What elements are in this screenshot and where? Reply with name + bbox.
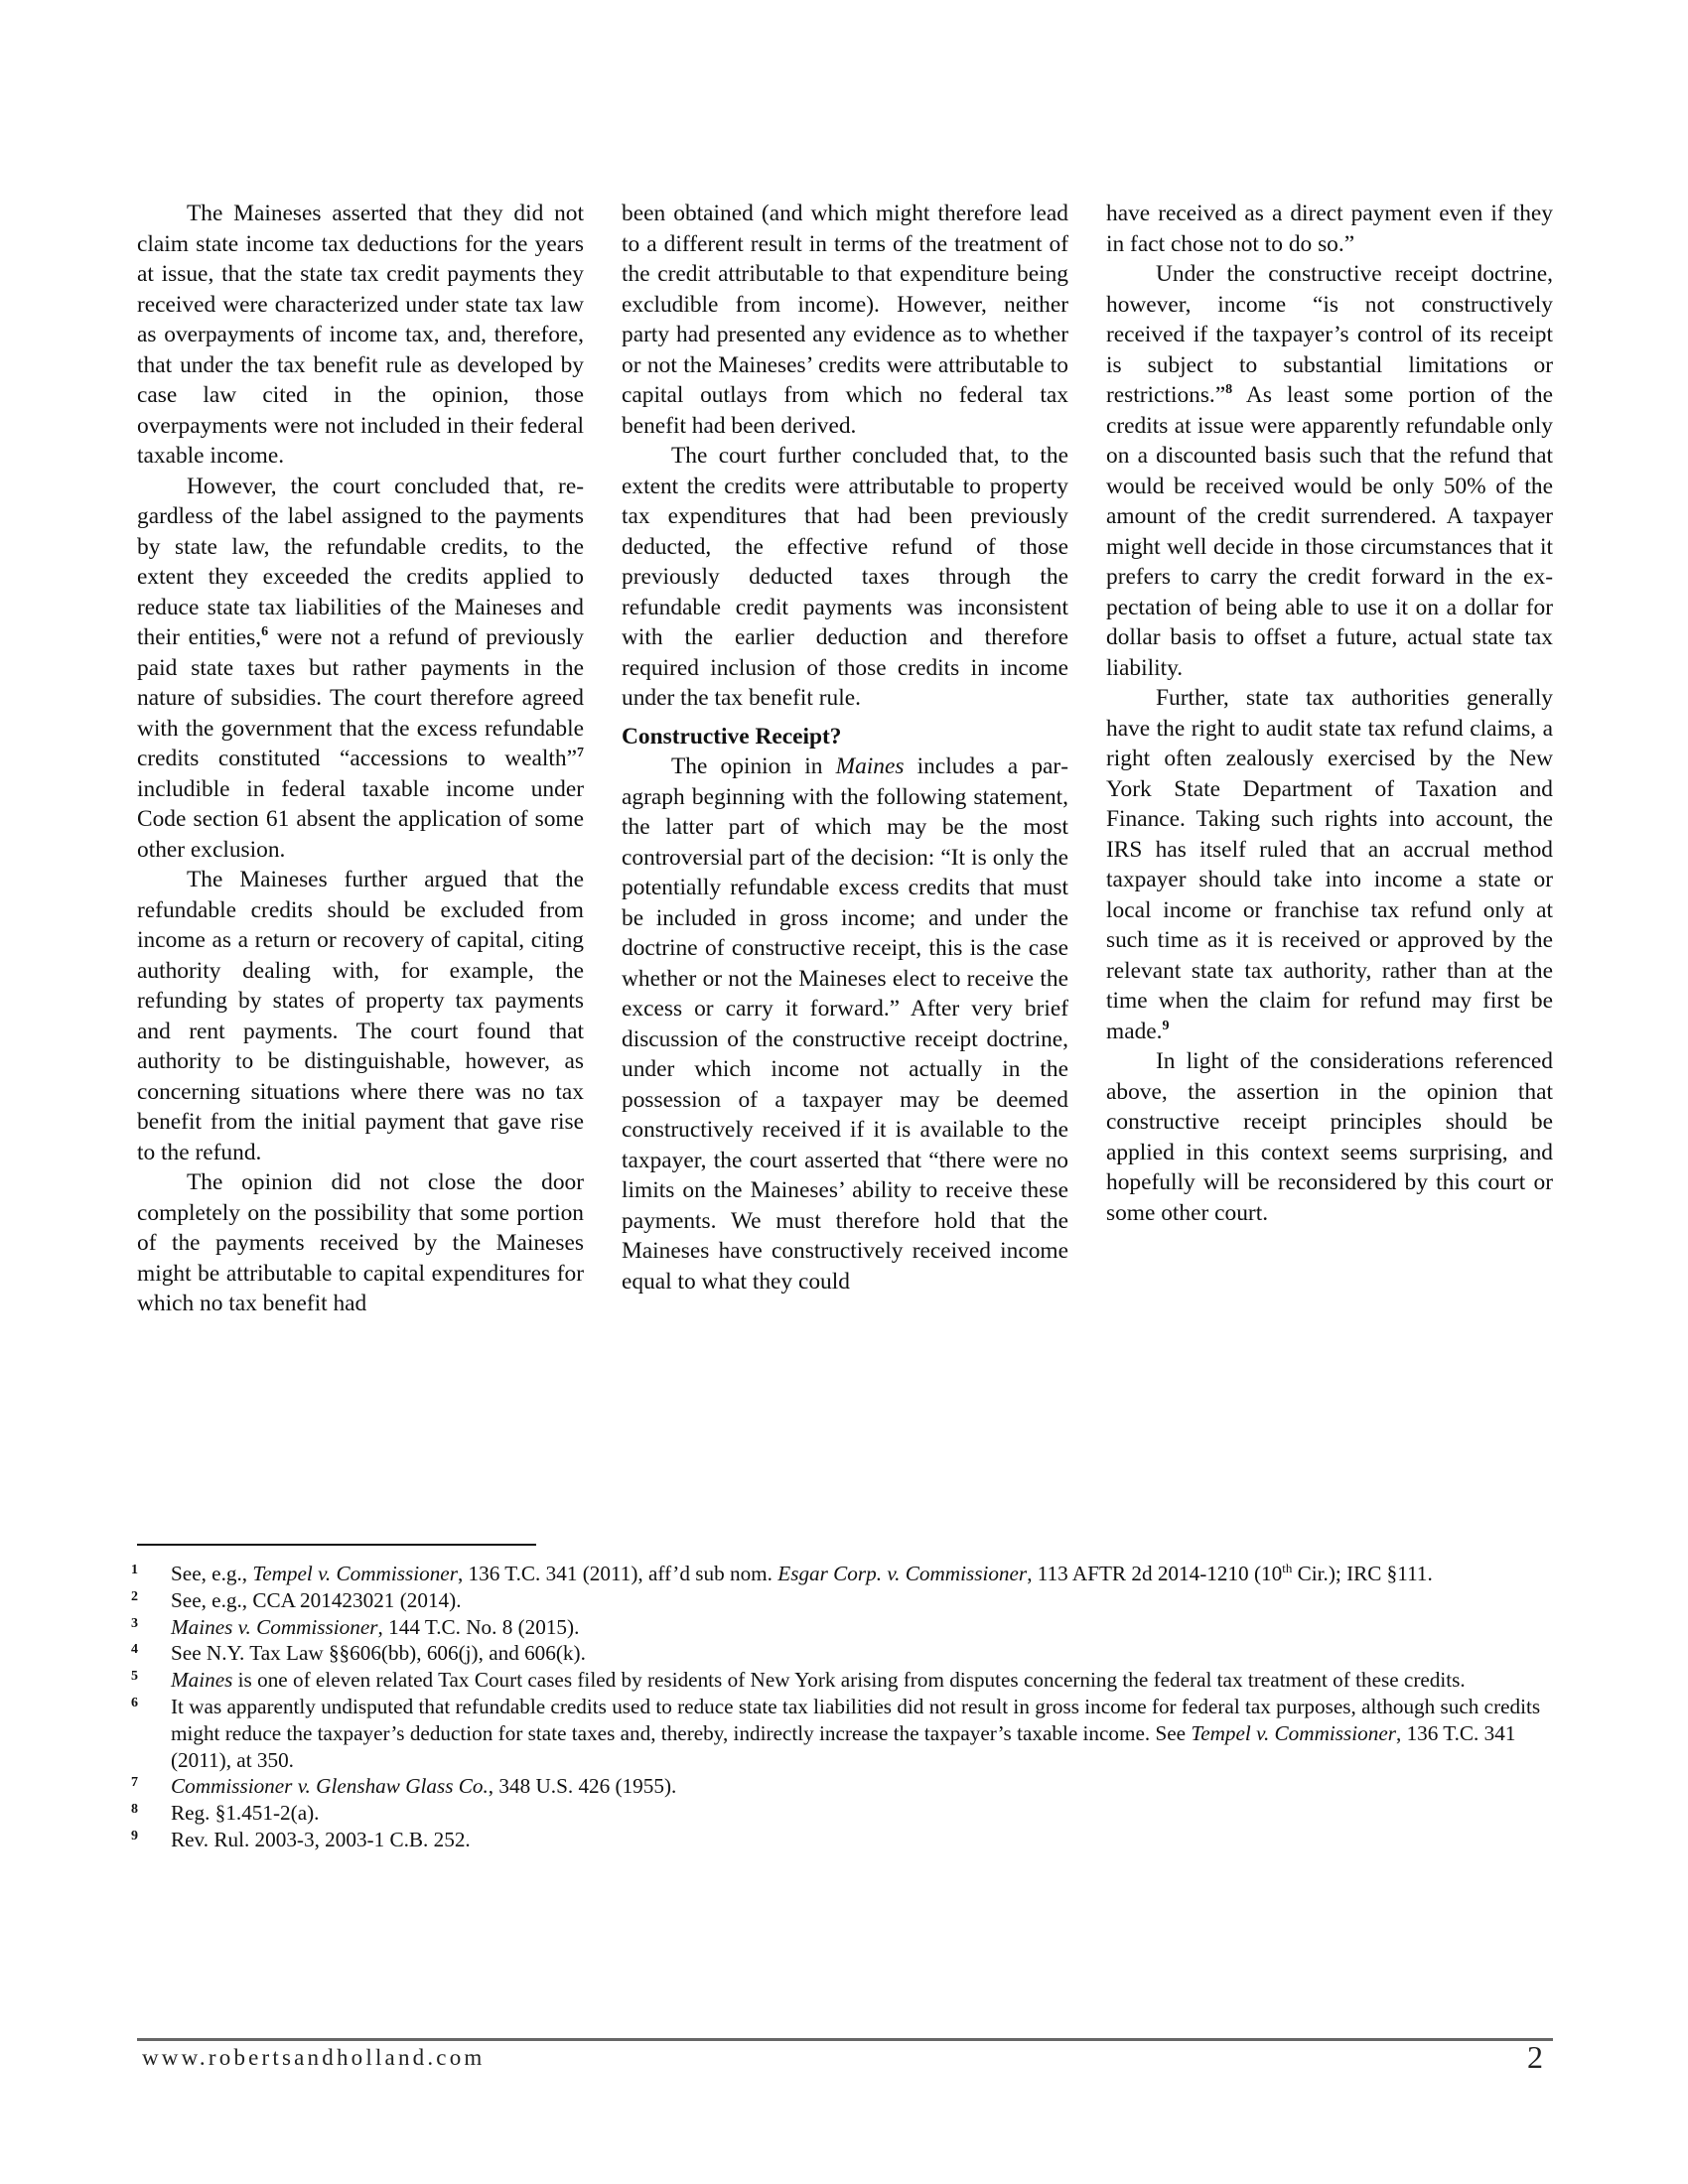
footnote-3 (131, 1614, 1557, 1641)
case-name: Tempel v. Commissioner (252, 1562, 458, 1585)
text: , 144 T.C. No. 8 (2015). (377, 1614, 580, 1639)
footnote-number: 8 (131, 1802, 138, 1818)
paragraph: In light of the considerations referenced above, the assertion in the opinion that constructive receipt principles should be applied in this context seems surprising, and hopefully will be reconsidered by this court or some other court. (1106, 1048, 1553, 1226)
page-number: 2 (1527, 2039, 1543, 2075)
footnote-text (171, 1614, 1557, 1641)
text: The opinion in (671, 753, 836, 779)
footnote-number: 3 (131, 1615, 138, 1631)
footnote-7 (131, 1773, 1557, 1800)
column-1 (137, 199, 584, 1319)
footer-website-link[interactable]: www.robertsandholland.com (142, 2045, 486, 2070)
footnote-number: 1 (131, 1563, 138, 1577)
paragraph (1106, 683, 1553, 1046)
paragraph: The Maineses further argued that the refundable credits should be excluded from income as a return or recovery of capital, citing authority dealing with, for example, the refunding by states of property tax payments and rent payments. The court found that authority to be distinguishable, however, as concerning situations where there was no tax benefit from the initial payment that gave rise to the refund. (137, 867, 584, 1165)
case-name: Tempel v. Commissioner (1191, 1720, 1396, 1745)
text: includes a paragraph beginning with the following statement, the latter part of which may be the most controversial part of the decision: “It is only the potentially refundable excess credits that must be included in gross income; and under the doctrine of constructive receipt, this is the case whether or not the Maineses elect to receive the excess or carry it forward.” After very brief discussion of the constructive receipt doctrine, under which income not actually in the possession of a taxpayer may be deemed constructively received if it is available to the taxpayer, the court asserted that “there were no limits on the Maineses’ ability to receive these payments. We must therefore hold that the Maineses have constructively received income equal to what they could (622, 753, 1068, 1295)
text: Further, state tax authorities generally have the right to audit state tax refund claims, a right often zealously exercised by the New York State Department of Taxation and Finance. Taking such rights into account, the IRS has itself ruled that an accrual method taxpayer should take into income a state or local income or franchise tax refund only at such time as it is received or approved by the relevant state tax authority, rather than at the time when the claim for refund may first be made. (1106, 685, 1553, 1044)
footnote-separator (137, 1544, 536, 1546)
paragraph: The court further concluded that, to the extent the credits were attributable to property tax expenditures that had been previously deducted, the effective refund of those previously deducted taxes through the refundable credit payments was inconsistent with the earlier deduction and therefore required inclusion of those credits in income under the tax benefit rule. (622, 443, 1068, 711)
case-name: Maines v. Commissioner (171, 1614, 378, 1639)
case-name: Commissioner v. Glenshaw Glass Co. (171, 1774, 489, 1799)
paragraph (137, 472, 584, 866)
column-3 (1106, 199, 1553, 1228)
text: , 348 U.S. 426 (1955). (488, 1774, 677, 1799)
footnote-8 (131, 1800, 1557, 1827)
text: Cir.); IRC §111. (1292, 1562, 1433, 1585)
footnote-ref-8[interactable]: 8 (1225, 382, 1233, 398)
footnote-1 (131, 1561, 1557, 1587)
text: were not a refund of previously paid state taxes but rather payments in the nature of subsidies. The court therefore agreed with the government that the excess refundable credits constituted “accessions to wealth” (137, 624, 584, 771)
paragraph (622, 751, 1068, 1297)
footnote-4 (131, 1640, 1557, 1667)
text: It was apparently undisputed that refundable credits used to reduce state tax liabilities did not result in gross income for federal tax purposes, although such credits might reduce the taxpayer’s deduction for state taxes and, thereby, indirectly increase the taxpayer’s taxable income. See (171, 1694, 1541, 1745)
section-heading: Constructive Receipt? (622, 723, 842, 750)
footnote-text (171, 1561, 1557, 1587)
paragraph: The Maineses asserted that they did not claim state income tax deductions for the years at issue, that the state tax credit payments they received were characterized under state tax law as overpayments of income tax, and, therefore, that under the tax benefit rule as developed by case law cited in the opinion, those overpayments were not included in their federal taxable income. (137, 201, 584, 469)
footnote-text (171, 1667, 1557, 1694)
ordinal-suffix: th (1282, 1560, 1293, 1575)
footnote-text: Rev. Rul. 2003-3, 2003-1 C.B. 252. (171, 1827, 471, 1851)
footnotes (131, 1561, 1557, 1853)
case-name: Maines (171, 1668, 233, 1693)
footnote-text: See, e.g., CCA 201423021 (2014). (171, 1587, 462, 1612)
footnote-5 (131, 1667, 1557, 1694)
case-name: Maines (835, 753, 905, 779)
footnote-number: 6 (131, 1695, 138, 1710)
paragraph: have received as a direct payment even if they in fact chose not to do so.” (1106, 201, 1553, 257)
footnote-number: 4 (131, 1642, 138, 1658)
column-2 (622, 199, 1068, 1297)
text: However, the court concluded that, regardless of the label assigned to the payments by state law, the refundable credits, to the extent they exceeded the credits applied to reduce state tax liabilities of the Maineses and their entities, (137, 473, 584, 650)
paragraph (1106, 259, 1553, 683)
footnote-text (171, 1694, 1557, 1773)
footnote-ref-9[interactable]: 9 (1162, 1018, 1170, 1033)
text: As least some portion of the credits at issue were apparently refundable only on a discounted basis such that the refund that would be received would be only 50% of the amount of the credit surrendered. A taxpayer might well decide in those circumstances that it prefers to carry the credit forward in the expectation of being able to use it on a dollar for dollar basis to offset a future, actual state tax liability. (1106, 382, 1553, 681)
footnote-text: See N.Y. Tax Law §§606(bb), 606(j), and 606(k). (171, 1641, 586, 1666)
text: includible in federal taxable income under Code section 61 absent the application of some other exclusion. (137, 775, 584, 863)
paragraph: been obtained (and which might therefore lead to a different result in terms of the treatment of the credit attributable to that expenditure being excludible from income). However, neither party had presented any evidence as to whether or not the Maineses’ credits were attributable to capital outlays from which no federal tax benefit had been derived. (622, 201, 1068, 439)
footnote-number: 9 (131, 1828, 138, 1843)
text: is one of eleven related Tax Court cases filed by residents of New York arising from disputes concerning the federal tax treatment of these credits. (232, 1668, 1466, 1693)
footer-rule (137, 2038, 1553, 2041)
case-name: Esgar Corp. v. Commissioner (777, 1562, 1028, 1585)
footnote-ref-7[interactable]: 7 (577, 746, 584, 761)
footnote-text (171, 1773, 1557, 1800)
footnote-2 (131, 1587, 1557, 1614)
text: , 136 T.C. 341 (2011), aff’d sub nom. (457, 1562, 778, 1585)
text: Under the constructive receipt doctrine, however, income “is not constructively received if the taxpayer’s control of its receipt is subject to substantial limitations or restrictions.” (1106, 261, 1553, 408)
footnote-ref-6[interactable]: 6 (261, 624, 269, 640)
paragraph: The opinion did not close the door completely on the possibility that some portion of the payments received by the Maineses might be attributable to capital expenditures for which no tax benefit had (137, 1169, 584, 1316)
footnote-9 (131, 1827, 1557, 1853)
text: , 136 T.C. 341 (2011), at 350. (171, 1720, 1516, 1772)
footnote-number: 7 (131, 1775, 138, 1791)
footnote-number: 5 (131, 1669, 138, 1685)
footnote-number: 2 (131, 1588, 138, 1604)
text: See, e.g., (171, 1562, 253, 1585)
footnote-text: Reg. §1.451-2(a). (171, 1801, 320, 1826)
text: , 113 AFTR 2d 2014-1210 (10 (1027, 1562, 1283, 1585)
footnote-6 (131, 1694, 1557, 1773)
body-columns (137, 199, 1553, 1390)
